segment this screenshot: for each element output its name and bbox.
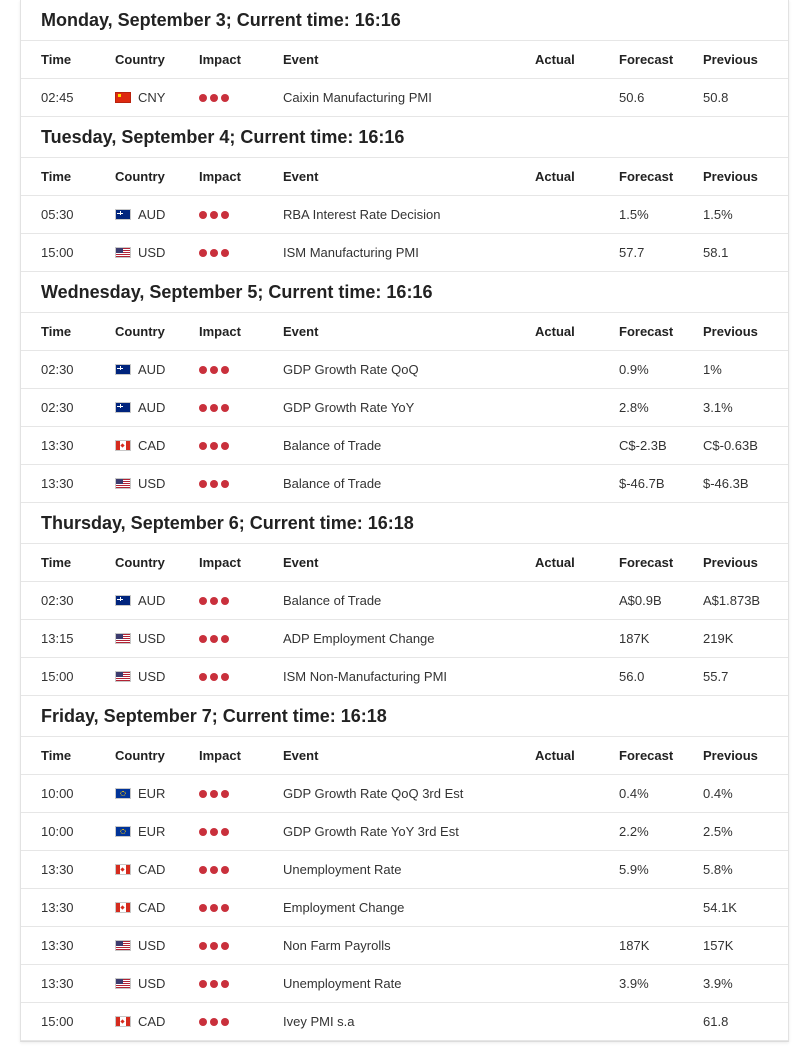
impact-dot [199,942,207,950]
column-header-time: Time [41,555,72,570]
event-country [115,851,165,888]
day-header: Monday, September 3; Current time: 16:16 [21,0,788,41]
event-row[interactable] [21,965,788,1003]
column-header-row [21,544,788,582]
event-row[interactable] [21,465,788,503]
event-country [115,582,165,619]
column-header-actual: Actual [535,169,575,184]
column-header-forecast: Forecast [619,324,674,339]
event-forecast: 2.2% [619,824,649,839]
event-row[interactable] [21,196,788,234]
impact-dot [221,94,229,102]
event-impact [199,813,232,851]
event-country [115,389,165,426]
event-time: 10:00 [41,786,74,801]
event-row[interactable] [21,582,788,620]
event-name: Caixin Manufacturing PMI [283,90,432,105]
high-impact-icon [199,351,232,388]
event-currency: CAD [138,862,166,877]
us-flag-icon [115,940,131,951]
column-header-event: Event [283,169,319,184]
column-header-impact: Impact [199,169,241,184]
au-flag-icon [115,209,131,220]
eu-flag-icon [115,826,131,837]
impact-dot [210,866,218,874]
us-flag-icon [115,671,131,682]
day-section [21,272,788,503]
impact-dot [221,790,229,798]
column-header-country: Country [115,169,165,184]
event-forecast: C$-2.3B [619,438,667,453]
event-time: 13:30 [41,938,74,953]
event-impact [199,1003,232,1041]
high-impact-icon [199,79,232,116]
event-time: 15:00 [41,669,74,684]
event-country [115,965,165,1002]
column-header-forecast: Forecast [619,748,674,763]
event-currency: CAD [138,900,166,915]
column-header-country: Country [115,748,165,763]
high-impact-icon [199,775,232,812]
impact-dot [221,404,229,412]
event-time: 10:00 [41,824,74,839]
event-impact [199,427,232,465]
impact-dot [199,1018,207,1026]
event-name: Balance of Trade [283,476,382,491]
event-previous: C$-0.63B [703,438,758,453]
event-previous: 61.8 [703,1014,729,1029]
column-header-time: Time [41,324,72,339]
impact-dot [210,635,218,643]
column-header-actual: Actual [535,52,575,67]
event-row[interactable] [21,620,788,658]
impact-dot [199,211,207,219]
column-header-previous: Previous [703,52,758,67]
event-impact [199,79,232,117]
event-previous: 3.1% [703,400,733,415]
event-time: 02:45 [41,90,74,105]
event-currency: CAD [138,1014,166,1029]
high-impact-icon [199,927,232,964]
event-country [115,775,165,812]
column-header-row [21,737,788,775]
impact-dot [210,673,218,681]
impact-dot [199,828,207,836]
event-name: GDP Growth Rate QoQ 3rd Est [283,786,464,801]
impact-dot [210,980,218,988]
column-header-impact: Impact [199,52,241,67]
event-currency: AUD [138,362,166,377]
event-name: ISM Non-Manufacturing PMI [283,669,448,684]
event-previous: A$1.873B [703,593,761,608]
event-time: 02:30 [41,593,74,608]
impact-dot [199,94,207,102]
event-row[interactable] [21,927,788,965]
event-name: RBA Interest Rate Decision [283,207,441,222]
us-flag-icon [115,478,131,489]
event-currency: CNY [138,90,166,105]
event-row[interactable] [21,234,788,272]
impact-dot [210,828,218,836]
event-country [115,813,165,850]
event-forecast: 50.6 [619,90,645,105]
day-header: Thursday, September 6; Current time: 16:18 [21,503,788,544]
column-header-country: Country [115,52,165,67]
event-country [115,465,165,502]
event-impact [199,927,232,965]
impact-dot [221,904,229,912]
us-flag-icon [115,978,131,989]
event-name: Ivey PMI s.a [283,1014,355,1029]
high-impact-icon [199,965,232,1002]
impact-dot [221,211,229,219]
event-impact [199,465,232,503]
event-forecast: A$0.9B [619,593,662,608]
event-name: Non Farm Payrolls [283,938,391,953]
column-header-previous: Previous [703,324,758,339]
ca-flag-icon [115,1016,131,1027]
event-time: 15:00 [41,1014,74,1029]
event-impact [199,234,232,272]
column-header-country: Country [115,555,165,570]
day-section [21,503,788,696]
event-country [115,196,165,233]
event-impact [199,775,232,813]
impact-dot [210,404,218,412]
event-currency: USD [138,245,166,260]
event-country [115,927,165,964]
event-impact [199,889,232,927]
high-impact-icon [199,465,232,502]
column-header-actual: Actual [535,555,575,570]
event-previous: 2.5% [703,824,733,839]
event-row[interactable] [21,813,788,851]
impact-dot [221,480,229,488]
event-name: Unemployment Rate [283,862,402,877]
high-impact-icon [199,234,232,271]
event-time: 02:30 [41,400,74,415]
au-flag-icon [115,402,131,413]
day-section [21,0,788,117]
event-time: 13:30 [41,862,74,877]
column-header-event: Event [283,748,319,763]
event-currency: EUR [138,824,166,839]
impact-dot [210,442,218,450]
column-header-row [21,158,788,196]
impact-dot [221,249,229,257]
impact-dot [199,635,207,643]
event-forecast: 187K [619,631,650,646]
event-time: 13:30 [41,976,74,991]
event-time: 13:30 [41,900,74,915]
event-name: GDP Growth Rate QoQ [283,362,419,377]
high-impact-icon [199,1003,232,1040]
event-name: ISM Manufacturing PMI [283,245,419,260]
event-currency: EUR [138,786,166,801]
high-impact-icon [199,851,232,888]
ca-flag-icon [115,440,131,451]
event-time: 02:30 [41,362,74,377]
impact-dot [199,404,207,412]
impact-dot [221,1018,229,1026]
impact-dot [221,442,229,450]
column-header-previous: Previous [703,169,758,184]
event-forecast: 5.9% [619,862,649,877]
impact-dot [210,790,218,798]
event-previous: 55.7 [703,669,729,684]
column-header-time: Time [41,748,72,763]
event-impact [199,965,232,1003]
impact-dot [221,866,229,874]
event-previous: 54.1K [703,900,737,915]
day-header: Friday, September 7; Current time: 16:18 [21,696,788,737]
event-forecast: 0.4% [619,786,649,801]
cn-flag-icon [115,92,131,103]
event-forecast: 187K [619,938,650,953]
event-country [115,351,165,388]
event-row[interactable] [21,775,788,813]
event-row[interactable] [21,1003,788,1041]
high-impact-icon [199,582,232,619]
event-row[interactable] [21,351,788,389]
column-header-previous: Previous [703,555,758,570]
event-forecast: 57.7 [619,245,645,260]
event-previous: $-46.3B [703,476,749,491]
high-impact-icon [199,658,232,695]
ca-flag-icon [115,864,131,875]
impact-dot [199,442,207,450]
column-header-forecast: Forecast [619,169,674,184]
event-currency: AUD [138,207,166,222]
column-header-impact: Impact [199,748,241,763]
event-name: Unemployment Rate [283,976,402,991]
event-currency: CAD [138,438,166,453]
event-country [115,889,165,926]
impact-dot [221,635,229,643]
event-previous: 3.9% [703,976,733,991]
impact-dot [210,904,218,912]
impact-dot [221,597,229,605]
impact-dot [199,904,207,912]
event-impact [199,620,232,658]
us-flag-icon [115,633,131,644]
event-country [115,658,165,695]
impact-dot [199,597,207,605]
event-previous: 0.4% [703,786,733,801]
event-previous: 1% [703,362,722,377]
high-impact-icon [199,196,232,233]
event-country [115,427,165,464]
impact-dot [210,211,218,219]
impact-dot [199,866,207,874]
column-header-row [21,313,788,351]
high-impact-icon [199,813,232,850]
event-forecast: $-46.7B [619,476,665,491]
event-name: Employment Change [283,900,405,915]
column-header-event: Event [283,52,319,67]
event-row[interactable] [21,389,788,427]
event-previous: 5.8% [703,862,733,877]
event-row[interactable] [21,889,788,927]
column-header-previous: Previous [703,748,758,763]
day-section [21,696,788,1041]
event-currency: USD [138,669,166,684]
event-time: 13:30 [41,438,74,453]
event-impact [199,582,232,620]
impact-dot [199,366,207,374]
impact-dot [210,1018,218,1026]
event-previous: 157K [703,938,734,953]
impact-dot [210,366,218,374]
event-name: Balance of Trade [283,593,382,608]
event-forecast: 0.9% [619,362,649,377]
event-currency: AUD [138,400,166,415]
day-header: Tuesday, September 4; Current time: 16:16 [21,117,788,158]
column-header-time: Time [41,169,72,184]
day-section [21,117,788,272]
event-impact [199,658,232,696]
impact-dot [221,828,229,836]
au-flag-icon [115,364,131,375]
impact-dot [199,790,207,798]
event-time: 13:30 [41,476,74,491]
au-flag-icon [115,595,131,606]
event-currency: USD [138,631,166,646]
impact-dot [210,249,218,257]
impact-dot [221,673,229,681]
impact-dot [199,249,207,257]
event-time: 05:30 [41,207,74,222]
column-header-forecast: Forecast [619,52,674,67]
ca-flag-icon [115,902,131,913]
impact-dot [199,480,207,488]
event-impact [199,351,232,389]
event-previous: 1.5% [703,207,733,222]
event-name: GDP Growth Rate YoY 3rd Est [283,824,459,839]
event-previous: 219K [703,631,734,646]
high-impact-icon [199,889,232,926]
event-time: 13:15 [41,631,74,646]
economic-calendar [20,0,789,1042]
column-header-impact: Impact [199,324,241,339]
high-impact-icon [199,389,232,426]
event-row[interactable] [21,851,788,889]
event-forecast: 3.9% [619,976,649,991]
event-country [115,234,165,271]
column-header-country: Country [115,324,165,339]
event-impact [199,196,232,234]
column-header-actual: Actual [535,324,575,339]
event-row[interactable] [21,79,788,117]
event-currency: USD [138,976,166,991]
event-forecast: 56.0 [619,669,645,684]
event-currency: USD [138,938,166,953]
column-header-actual: Actual [535,748,575,763]
impact-dot [210,597,218,605]
event-previous: 58.1 [703,245,729,260]
impact-dot [199,673,207,681]
event-currency: AUD [138,593,166,608]
event-name: GDP Growth Rate YoY [283,400,415,415]
impact-dot [221,942,229,950]
event-previous: 50.8 [703,90,729,105]
impact-dot [210,942,218,950]
column-header-time: Time [41,52,72,67]
impact-dot [210,480,218,488]
impact-dot [221,980,229,988]
high-impact-icon [199,427,232,464]
event-impact [199,851,232,889]
column-header-impact: Impact [199,555,241,570]
event-country [115,620,165,657]
column-header-event: Event [283,555,319,570]
impact-dot [210,94,218,102]
event-impact [199,389,232,427]
eu-flag-icon [115,788,131,799]
event-name: ADP Employment Change [283,631,435,646]
column-header-forecast: Forecast [619,555,674,570]
impact-dot [221,366,229,374]
event-name: Balance of Trade [283,438,382,453]
impact-dot [199,980,207,988]
us-flag-icon [115,247,131,258]
event-time: 15:00 [41,245,74,260]
high-impact-icon [199,620,232,657]
event-country [115,79,165,116]
event-row[interactable] [21,658,788,696]
event-forecast: 1.5% [619,207,649,222]
column-header-event: Event [283,324,319,339]
day-header: Wednesday, September 5; Current time: 16:16 [21,272,788,313]
column-header-row [21,41,788,79]
event-country [115,1003,165,1040]
event-row[interactable] [21,427,788,465]
event-forecast: 2.8% [619,400,649,415]
event-currency: USD [138,476,166,491]
